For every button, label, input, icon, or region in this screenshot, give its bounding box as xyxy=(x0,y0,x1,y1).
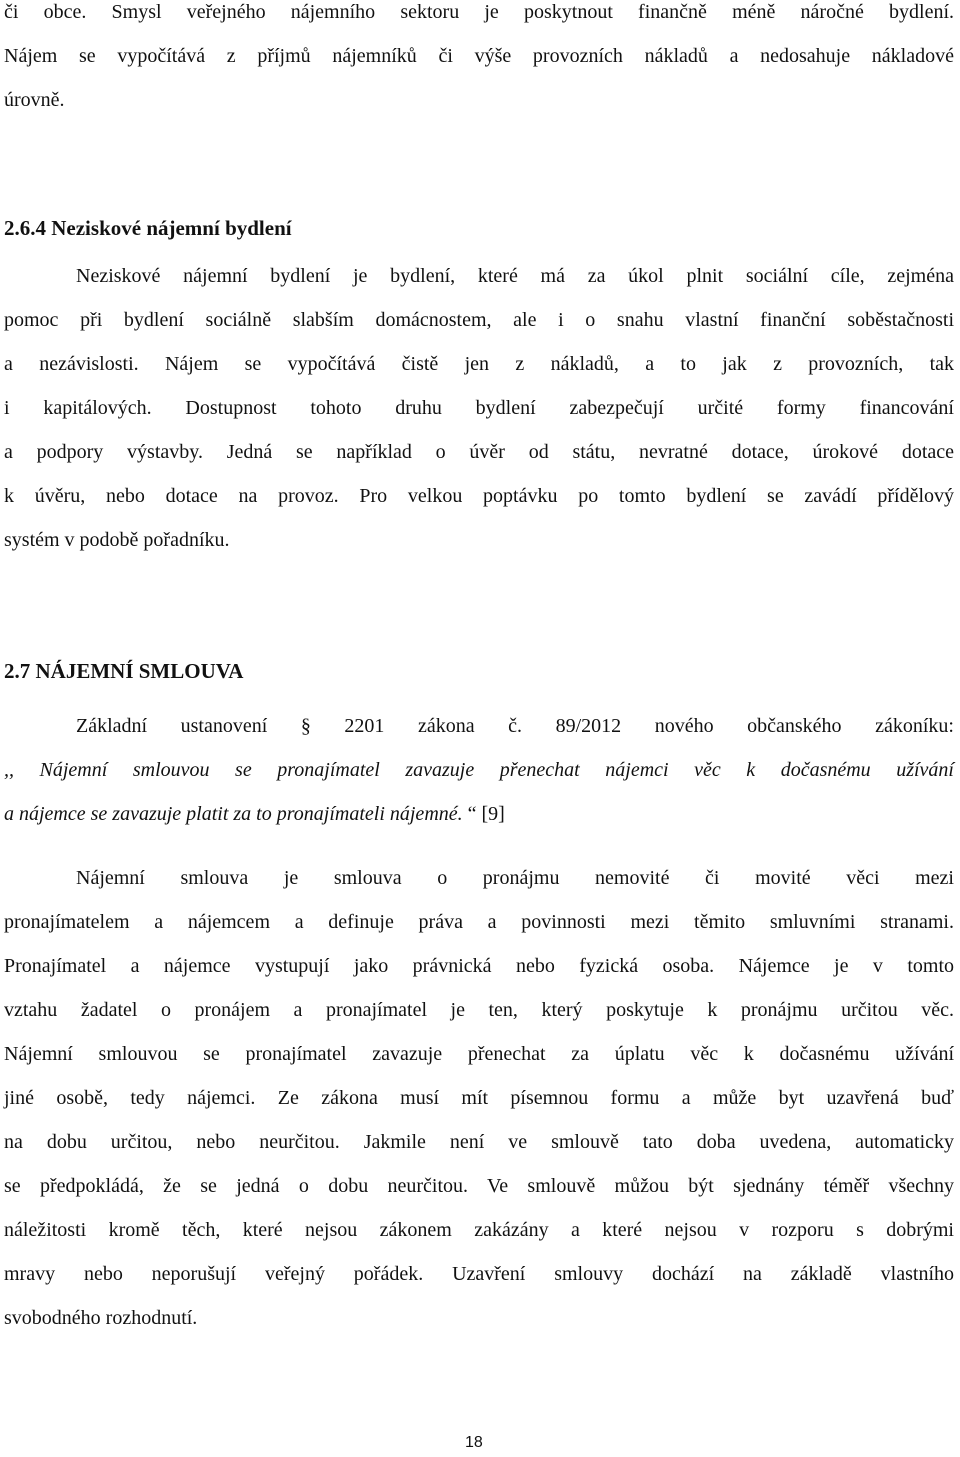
text-line: se předpokládá, že se jedná o dobu neurčitou. Ve smlouvě můžou být sjednány téměř všechny xyxy=(4,1175,954,1197)
text-line: Nájemní smlouvou se pronajímatel zavazuje přenechat za úplatu věc k dočasnému užívání xyxy=(4,1043,954,1065)
text-line: svobodného rozhodnutí. xyxy=(4,1307,198,1329)
page-number: 18 xyxy=(465,1434,483,1451)
text-line: pronajímatelem a nájemcem a definuje práva a povinnosti mezi těmito smluvními stranami. xyxy=(4,911,954,933)
text-line: jiné osobě, tedy nájemci. Ze zákona musí mít písemnou formu a může byt uzavřená buď xyxy=(4,1087,954,1109)
text-line: úrovně. xyxy=(4,89,65,111)
text-line: na dobu určitou, nebo neurčitou. Jakmile není ve smlouvě tato doba uvedena, automaticky xyxy=(4,1131,954,1153)
text-line: k úvěru, nebo dotace na provoz. Pro velkou poptávku po tomto bydlení se zavádí přídělový xyxy=(4,485,954,507)
citation-reference: “ [9] xyxy=(467,803,505,825)
text-line: Základní ustanovení § 2201 zákona č. 89/2012 nového občanského zákoníku: xyxy=(76,715,954,737)
text-line: Nájem se vypočítává z příjmů nájemníků či výše provozních nákladů a nedosahuje nákladové xyxy=(4,45,954,67)
text-line: Nájemní smlouva je smlouva o pronájmu nemovité či movité věci mezi xyxy=(76,867,954,889)
quote-text: a nájemce se zavazuje platit za to pronajímateli nájemné. xyxy=(4,803,463,825)
text-line: Pronajímatel a nájemce vystupují jako právnická nebo fyzická osoba. Nájemce je v tomto xyxy=(4,955,954,977)
text-line: Neziskové nájemní bydlení je bydlení, které má za úkol plnit sociální cíle, zejména xyxy=(76,265,954,287)
text-line: systém v podobě pořadníku. xyxy=(4,529,230,551)
quote-line xyxy=(4,802,954,826)
text-line: a nezávislosti. Nájem se vypočítává čistě jen z nákladů, a to jak z provozních, tak xyxy=(4,353,954,375)
section-heading: 2.6.4 Neziskové nájemní bydlení xyxy=(4,216,292,240)
text-line: vztahu žadatel o pronájem a pronajímatel je ten, který poskytuje k pronájmu určitou věc. xyxy=(4,999,954,1021)
section-heading: 2.7 NÁJEMNÍ SMLOUVA xyxy=(4,659,244,683)
text-line: i kapitálových. Dostupnost tohoto druhu bydlení zabezpečují určité formy financování xyxy=(4,397,954,419)
text-line: či obce. Smysl veřejného nájemního sektoru je poskytnout finančně méně náročné bydlení. xyxy=(4,1,954,23)
quote-line: ,, Nájemní smlouvou se pronajímatel zavazuje přenechat nájemci věc k dočasnému užívání xyxy=(4,759,954,781)
text-line: pomoc při bydlení sociálně slabším domácnostem, ale i o snahu vlastní finanční soběstačnosti xyxy=(4,309,954,331)
text-line: náležitosti kromě těch, které nejsou zákonem zakázány a které nejsou v rozporu s dobrými xyxy=(4,1219,954,1241)
document-page xyxy=(4,0,954,1457)
text-line: a podpory výstavby. Jedná se například o úvěr od státu, nevratné dotace, úrokové dotace xyxy=(4,441,954,463)
text-line: mravy nebo neporušují veřejný pořádek. Uzavření smlouvy dochází na základě vlastního xyxy=(4,1263,954,1285)
